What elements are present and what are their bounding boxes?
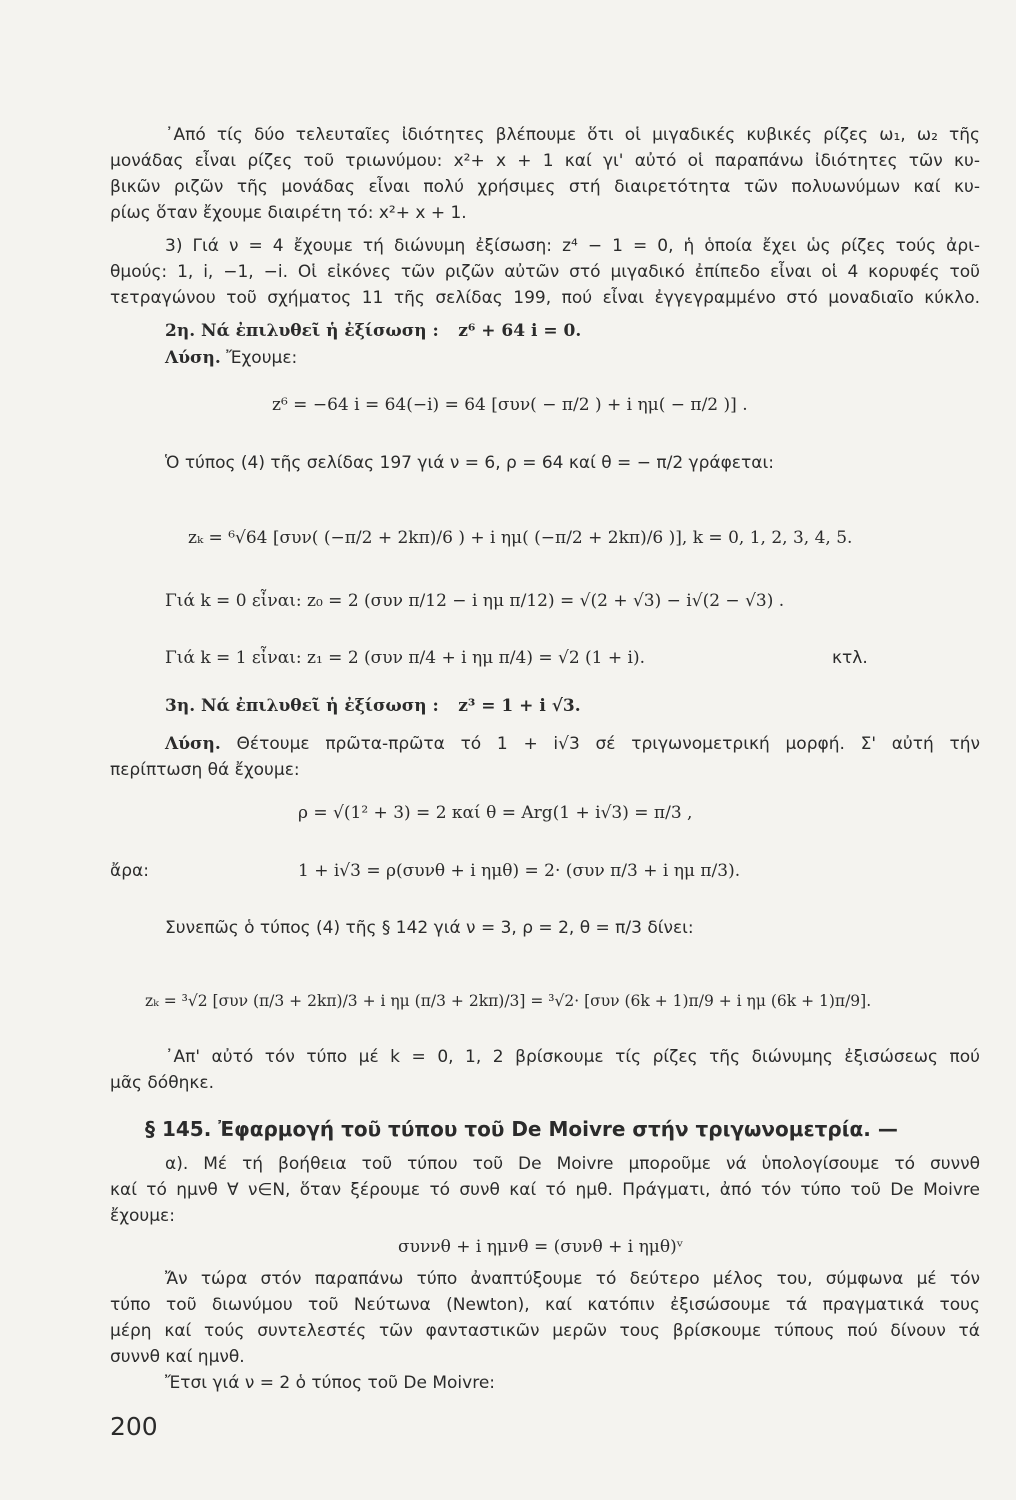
- example3-text1-body: Θέτουμε πρῶτα-πρῶτα τό 1 + i√3 σέ τριγωνομετρική μορφή. Σ' αὐτή τήν: [236, 734, 981, 754]
- example2-equation: z⁶ + 64 i = 0.: [458, 321, 582, 341]
- section-b-line2: τύπο τοῦ διωνύμου τοῦ Νεύτωνα (Newton), καί κατόπιν ἐξισώσουμε τά πραγματικά τους: [110, 1295, 980, 1315]
- section-b-line3: μέρη καί τούς συντελεστές τῶν φανταστικῶν μερῶν τους βρίσκουμε τύπους πού δίνουν τά: [110, 1321, 980, 1341]
- p1-line4: ρίως ὅταν ἔχουμε διαιρέτη τό: x²+ x + 1.: [110, 203, 467, 223]
- example3-title: 3η. Νά ἐπιλυθεῖ ἡ ἐξίσωση :: [165, 696, 439, 716]
- example2-solution-line: [165, 345, 980, 371]
- p2-line2: θμούς: 1, i, −1, −i. Οἱ εἰκόνες τῶν ριζῶν αὐτῶν στό μιγαδικό ἐπίπεδο εἶναι οἱ 4 κορυφές τοῦ: [110, 262, 980, 282]
- section-b-line4: συννθ καί ημνθ.: [110, 1347, 245, 1367]
- p2-line3: τετραγώνου τοῦ σχήματος 11 τῆς σελίδας 199, πού εἶναι ἐγγεγραμμένο στό μοναδιαῖο κύκλο.: [110, 288, 980, 308]
- example2-formula4: Γιά k = 1 εἶναι: z₁ = 2 (συν π/4 + i ημ π/4) = √2 (1 + i).: [165, 648, 646, 668]
- example3-title-line: [165, 693, 980, 719]
- section-a-line1: α). Μέ τή βοήθεια τοῦ τύπου τοῦ De Moivre μποροῦμε νά ὑπολογίσουμε τό συννθ: [165, 1154, 980, 1174]
- example2-formula3: Γιά k = 0 εἶναι: z₀ = 2 (συν π/12 − i ημ π/12) = √(2 + √3) − i√(2 − √3) .: [165, 591, 785, 611]
- section-a-line2: καί τό ημνθ ∀ ν∈N, ὅταν ξέρουμε τό συνθ καί τό ημθ. Πράγματι, ἀπό τόν τύπο τοῦ De Moivre: [110, 1180, 980, 1200]
- example2-text1: Ὁ τύπος (4) τῆς σελίδας 197 γιά ν = 6, ρ = 64 καί θ = − π/2 γράφεται:: [165, 453, 774, 473]
- p1-line2: μονάδας εἶναι ρίζες τοῦ τριωνύμου: x²+ x + 1 καί γι' αὐτό οἱ παραπάνω ἰδιότητες τῶν κυ-: [110, 151, 980, 171]
- example3-text2: περίπτωση θά ἔχουμε:: [110, 760, 300, 780]
- section-c-line1: Ἔτσι γιά ν = 2 ὁ τύπος τοῦ De Moivre:: [165, 1373, 496, 1393]
- example3-text4: ᾿Απ' αὐτό τόν τύπο μέ k = 0, 1, 2 βρίσκουμε τίς ρίζες τῆς διώνυμης ἐξισώσεως πού: [165, 1047, 980, 1067]
- example3-formula3: zₖ = ³√2 [συν (π/3 + 2kπ)/3 + i ημ (π/3 + 2kπ)/3] = ³√2· [συν (6k + 1)π/9 + i ημ (6k + 1)π/9].: [145, 992, 872, 1010]
- example2-formula2: zₖ = ⁶√64 [συν( (−π/2 + 2kπ)/6 ) + i ημ( (−π/2 + 2kπ)/6 )], k = 0, 1, 2, 3, 4, 5.: [188, 528, 853, 548]
- example3-formula2: 1 + i√3 = ρ(συνθ + i ημθ) = 2· (συν π/3 + i ημ π/3).: [298, 861, 741, 881]
- de-moivre-formula: συννθ + i ημνθ = (συνθ + i ημθ)ᵛ: [398, 1237, 684, 1257]
- section-a-line3: ἔχουμε:: [110, 1206, 175, 1226]
- p1-line1: ᾿Από τίς δύο τελευταῖες ἰδιότητες βλέπουμε ὅτι οἱ μιγαδικές κυβικές ρίζες ω₁, ω₂ τῆς: [165, 125, 980, 145]
- etc-label: κτλ.: [832, 648, 868, 668]
- example2-formula1: z⁶ = −64 i = 64(−i) = 64 [συν( − π/2 ) + i ημ( − π/2 )] .: [272, 395, 748, 415]
- example2-title-line: [165, 318, 980, 344]
- example3-equation: z³ = 1 + i √3.: [458, 696, 581, 716]
- example3-formula1: ρ = √(1² + 3) = 2 καί θ = Arg(1 + i√3) = π/3 ,: [298, 803, 693, 823]
- example2-title: 2η. Νά ἐπιλυθεῖ ἡ ἐξίσωση :: [165, 321, 439, 341]
- example2-solution-label: Λύση.: [165, 348, 221, 368]
- example3-text5: μᾶς δόθηκε.: [110, 1073, 214, 1093]
- section-b-line1: Ἄν τώρα στόν παραπάνω τύπο ἀναπτύξουμε τό δεύτερο μέλος του, σύμφωνα μέ τόν: [165, 1269, 980, 1289]
- page-number: 200: [110, 1412, 158, 1441]
- p1-line3: βικῶν ριζῶν τῆς μονάδας εἶναι πολύ χρήσιμες στή διαιρετότητα τῶν πολυωνύμων καί κυ-: [110, 177, 980, 197]
- section-heading: § 145. Ἐφαρμογή τοῦ τύπου τοῦ De Moivre στήν τριγωνομετρία. —: [145, 1117, 898, 1141]
- therefore-label: ἄρα:: [110, 861, 149, 881]
- example3-text1: [165, 731, 980, 757]
- example3-text3: Συνεπῶς ὁ τύπος (4) τῆς § 142 γιά ν = 3, ρ = 2, θ = π/3 δίνει:: [165, 918, 694, 938]
- example3-solution-label: Λύση.: [165, 734, 221, 754]
- example2-solution-text: Ἔχουμε:: [226, 348, 298, 368]
- p2-line1: 3) Γιά ν = 4 ἔχουμε τή διώνυμη ἐξίσωση: z⁴ − 1 = 0, ἡ ὁποία ἔχει ὡς ρίζες τούς ἀρι-: [165, 236, 980, 256]
